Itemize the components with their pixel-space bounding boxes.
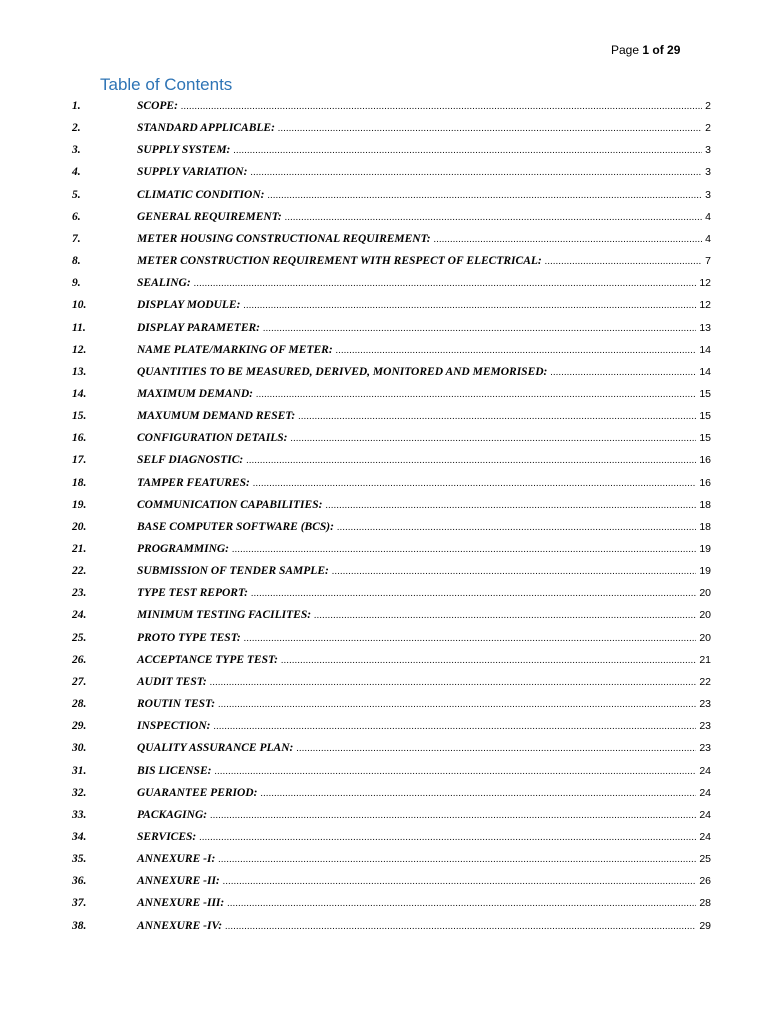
toc-entry-line [137, 828, 711, 846]
toc-entry-label[interactable]: METER HOUSING CONSTRUCTIONAL REQUIREMENT: [137, 232, 431, 245]
toc-entry-number: 34. [72, 830, 87, 843]
toc-entry-line [137, 186, 711, 204]
toc-entry[interactable] [0, 385, 768, 403]
toc-entry-line [137, 208, 711, 226]
toc-entry-line [137, 341, 711, 359]
toc-entry-number: 35. [72, 853, 87, 866]
toc-entry-number: 15. [72, 410, 87, 423]
toc-dot-leader [314, 606, 696, 624]
toc-entry[interactable] [0, 230, 768, 248]
toc-entry-label[interactable]: ANNEXURE -II: [137, 875, 220, 888]
toc-entry[interactable] [0, 872, 768, 890]
toc-entry-label[interactable]: SCOPE: [137, 100, 178, 112]
toc-entry-line [137, 540, 711, 558]
toc-entry[interactable] [0, 828, 768, 846]
toc-entry-line [137, 562, 711, 580]
toc-entry[interactable] [0, 629, 768, 647]
toc-entry-label[interactable]: MAXUMUM DEMAND RESET: [137, 410, 296, 423]
toc-entry-label[interactable]: PROGRAMMING: [137, 543, 230, 555]
toc-entry-label[interactable]: STANDARD APPLICABLE: [137, 122, 275, 135]
toc-entry-number: 5. [72, 188, 81, 201]
toc-entry-label[interactable]: AUDIT TEST: [137, 675, 207, 688]
toc-entry[interactable] [0, 562, 768, 580]
toc-entry-number: 10. [72, 299, 87, 312]
toc-entry-page[interactable]: 15 [699, 410, 711, 423]
toc-entry-number: 37. [72, 897, 87, 910]
toc-entry-page[interactable]: 4 [705, 210, 711, 223]
toc-entry[interactable] [0, 739, 768, 757]
toc-entry-label[interactable]: SUPPLY SYSTEM: [137, 144, 231, 157]
toc-entry-number: 14. [72, 387, 87, 400]
toc-entry-number: 4. [72, 166, 81, 179]
toc-entry-page[interactable]: 26 [699, 875, 711, 888]
toc-entry-line [137, 584, 711, 602]
toc-entry-number: 23. [72, 587, 87, 600]
toc-dot-leader [223, 872, 697, 890]
toc-dot-leader [296, 739, 696, 757]
toc-entry-number: 30. [72, 742, 87, 755]
toc-entry-label[interactable]: MAXIMUM DEMAND: [137, 387, 253, 400]
toc-entry-label[interactable]: SEALING: [137, 277, 191, 290]
toc-entry-line [137, 850, 711, 868]
toc-entry-number: 13. [72, 365, 87, 378]
toc-entry-line [137, 651, 711, 669]
toc-entry-page[interactable]: 3 [705, 144, 711, 157]
toc-entry-number: 26. [72, 653, 87, 666]
toc-entry-line [137, 296, 711, 314]
toc-entry-number: 32. [72, 786, 87, 799]
toc-entry-page[interactable]: 13 [699, 321, 711, 334]
toc-entry-page[interactable]: 3 [705, 188, 711, 201]
toc-entry[interactable] [0, 186, 768, 204]
toc-entry[interactable] [0, 584, 768, 602]
toc-entry-label[interactable]: METER CONSTRUCTION REQUIREMENT WITH RESPECT OF ELECTRICAL: [137, 255, 542, 268]
toc-entry-number: 18. [72, 476, 87, 489]
toc-entry[interactable] [0, 540, 768, 558]
toc-dot-leader [337, 518, 696, 536]
toc-entry-label[interactable]: NAME PLATE/MARKING OF METER: [137, 343, 333, 356]
toc-entry-line [137, 119, 711, 137]
toc-dot-leader [243, 296, 696, 314]
toc-entry[interactable] [0, 717, 768, 735]
toc-entry-number: 17. [72, 454, 87, 467]
toc-entry-label[interactable]: CLIMATIC CONDITION: [137, 188, 265, 201]
toc-entry-line [137, 429, 711, 447]
toc-entry-line [137, 806, 711, 824]
toc-entry-page[interactable]: 18 [699, 498, 711, 511]
toc-entry[interactable] [0, 917, 768, 935]
toc-dot-leader [281, 651, 696, 669]
toc-entry-line [137, 717, 711, 735]
toc-dot-leader [214, 762, 696, 780]
toc-dot-leader [253, 474, 697, 492]
toc-entry-label[interactable]: TAMPER FEATURES: [137, 476, 250, 489]
toc-entry-label[interactable]: DISPLAY MODULE: [137, 299, 241, 312]
toc-entry-label[interactable]: BASE COMPUTER SOFTWARE (BCS): [137, 520, 334, 533]
toc-entry-page[interactable]: 18 [699, 520, 711, 533]
toc-entry[interactable] [0, 119, 768, 137]
toc-entry[interactable] [0, 429, 768, 447]
toc-entry-page[interactable]: 15 [699, 387, 711, 400]
toc-entry-number: 33. [72, 808, 87, 821]
toc-entry-label[interactable]: MINIMUM TESTING FACILITES: [137, 609, 312, 622]
toc-entry-number: 22. [72, 565, 87, 578]
toc-entry-page[interactable]: 12 [699, 277, 711, 290]
toc-entry-number: 2. [72, 122, 81, 135]
toc-dot-leader [250, 163, 702, 181]
toc-entry-label[interactable]: QUANTITIES TO BE MEASURED, DERIVED, MONITORED AND MEMORISED: [137, 365, 548, 378]
toc-entry-line [137, 606, 711, 624]
toc-entry-label[interactable]: PACKAGING: [137, 808, 208, 821]
toc-entry-page[interactable]: 21 [699, 653, 711, 666]
toc-entry-page[interactable]: 23 [699, 742, 711, 755]
toc-entry-label[interactable]: QUALITY ASSURANCE PLAN: [137, 742, 294, 755]
toc-entry-page[interactable]: 15 [699, 432, 711, 445]
toc-entry-label[interactable]: BIS LICENSE: [137, 764, 212, 777]
toc-entry-page[interactable]: 16 [699, 454, 711, 467]
toc-entry[interactable] [0, 673, 768, 691]
toc-dot-leader [227, 894, 696, 912]
toc-entry-number: 8. [72, 255, 81, 268]
toc-entry-label[interactable]: TYPE TEST REPORT: [137, 587, 248, 600]
toc-entry[interactable] [0, 474, 768, 492]
page-number-total: 29 [667, 43, 681, 57]
toc-entry-label[interactable]: CONFIGURATION DETAILS: [137, 432, 288, 445]
toc-entry-line [137, 385, 711, 403]
toc-entry[interactable] [0, 496, 768, 514]
toc-entry-page[interactable]: 3 [705, 166, 711, 179]
toc-entry-line [137, 496, 711, 514]
toc-entry[interactable] [0, 894, 768, 912]
toc-entry-page[interactable]: 20 [699, 587, 711, 600]
toc-entry-number: 16. [72, 432, 87, 445]
toc-entry-line [137, 319, 711, 337]
toc-entry-number: 12. [72, 343, 87, 356]
toc-entry-page[interactable]: 22 [699, 675, 711, 688]
toc-dot-leader [199, 828, 696, 846]
toc-dot-leader [278, 119, 702, 137]
toc-entry-line [137, 872, 711, 890]
toc-entry-page[interactable]: 24 [699, 786, 711, 799]
toc-dot-leader [285, 208, 702, 226]
toc-dot-leader [256, 385, 696, 403]
toc-entry-line [137, 474, 711, 492]
toc-entry-label[interactable]: SUBMISSION OF TENDER SAMPLE: [137, 565, 329, 578]
toc-entry-line [137, 141, 711, 159]
toc-dot-leader [260, 784, 696, 802]
toc-entry-line [137, 274, 711, 292]
toc-entry-line [137, 917, 711, 935]
toc-dot-leader [218, 695, 696, 713]
toc-dot-leader [251, 584, 696, 602]
toc-entry-page[interactable]: 14 [699, 365, 711, 378]
toc-dot-leader [225, 917, 696, 935]
toc-entry-page[interactable]: 23 [699, 720, 711, 733]
toc-dot-leader [325, 496, 696, 514]
toc-entry-page[interactable]: 20 [699, 609, 711, 622]
toc-entry-page[interactable]: 7 [705, 255, 711, 268]
toc-entry[interactable] [0, 407, 768, 425]
toc-entry-number: 3. [72, 144, 81, 157]
toc-entry[interactable] [0, 762, 768, 780]
toc-entry-label[interactable]: SUPPLY VARIATION: [137, 166, 248, 179]
toc-entry-page[interactable]: 4 [705, 232, 711, 245]
toc-entry-line [137, 407, 711, 425]
toc-dot-leader [218, 850, 696, 868]
toc-entry-number: 24. [72, 609, 87, 622]
toc-entry-page[interactable]: 20 [699, 631, 711, 644]
toc-entry-page[interactable]: 29 [699, 919, 711, 932]
toc-entry-label[interactable]: INSPECTION: [137, 720, 211, 733]
toc-dot-leader [194, 274, 697, 292]
toc-entry-line [137, 629, 711, 647]
toc-dot-leader [545, 252, 702, 270]
toc-entry-number: 9. [72, 277, 81, 290]
toc-entry-label[interactable]: COMMUNICATION CAPABILITIES: [137, 498, 323, 511]
toc-dot-leader [181, 97, 702, 115]
toc-entry-label[interactable]: PROTO TYPE TEST: [137, 631, 241, 644]
toc-entry-line [137, 739, 711, 757]
toc-entry-number: 38. [72, 919, 87, 932]
toc-dot-leader [267, 186, 702, 204]
toc-entry-number: 19. [72, 498, 87, 511]
toc-entry-page[interactable]: 24 [699, 830, 711, 843]
toc-entry-line [137, 695, 711, 713]
toc-entry-number: 29. [72, 720, 87, 733]
toc-entry[interactable] [0, 850, 768, 868]
toc-entry[interactable] [0, 606, 768, 624]
toc-entry-line [137, 97, 711, 115]
toc-entry-page[interactable]: 16 [699, 476, 711, 489]
toc-entry-number: 27. [72, 675, 87, 688]
toc-entry-label[interactable]: ROUTIN TEST: [137, 698, 216, 711]
toc-entry-number: 20. [72, 520, 87, 533]
toc-entry[interactable] [0, 806, 768, 824]
toc-dot-leader [244, 629, 697, 647]
toc-dot-leader [232, 540, 696, 558]
toc-entry-page[interactable]: 12 [699, 299, 711, 312]
toc-entry-label[interactable]: ANNEXURE -III: [137, 897, 225, 910]
toc-entry-line [137, 252, 711, 270]
toc-entry-label[interactable]: ACCEPTANCE TYPE TEST: [137, 653, 278, 666]
toc-entry-page[interactable]: 24 [699, 764, 711, 777]
toc-entry[interactable] [0, 208, 768, 226]
toc-entry-label[interactable]: GUARANTEE PERIOD: [137, 786, 258, 799]
toc-entry[interactable] [0, 163, 768, 181]
toc-dot-leader [210, 806, 696, 824]
toc-entry-number: 28. [72, 698, 87, 711]
page-number-current: 1 [642, 43, 650, 57]
toc-entry-page[interactable]: 24 [699, 808, 711, 821]
toc-entry[interactable] [0, 695, 768, 713]
toc-entry-page[interactable]: 19 [699, 543, 711, 555]
toc-entry[interactable] [0, 341, 768, 359]
toc-dot-leader [210, 673, 697, 691]
toc-entry-line [137, 762, 711, 780]
toc-entry-line [137, 673, 711, 691]
page-number-prefix: Page [611, 43, 643, 57]
toc-entry-page[interactable]: 19 [699, 565, 711, 578]
toc-entry-number: 11. [72, 321, 86, 334]
toc-entry-line [137, 894, 711, 912]
toc-entry[interactable] [0, 651, 768, 669]
toc-dot-leader [332, 562, 696, 580]
toc-entry-page[interactable]: 28 [699, 897, 711, 910]
toc-entry-line [137, 451, 711, 469]
toc-entry-line [137, 784, 711, 802]
toc-dot-leader [336, 341, 697, 359]
toc-entry-label[interactable]: ANNEXURE -IV: [137, 919, 223, 932]
toc-entry[interactable] [0, 363, 768, 381]
toc-dot-leader [263, 319, 696, 337]
toc-entry[interactable] [0, 252, 768, 270]
toc-dot-leader [434, 230, 703, 248]
toc-entry-number: 7. [72, 232, 81, 245]
toc-entry-page[interactable]: 2 [705, 100, 711, 112]
toc-entry[interactable] [0, 97, 768, 115]
toc-entry[interactable] [0, 319, 768, 337]
toc-entry-label[interactable]: GENERAL REQUIREMENT: [137, 210, 282, 223]
toc-entry[interactable] [0, 296, 768, 314]
toc-title: Table of Contents [100, 75, 233, 94]
toc-entry-label[interactable]: SERVICES: [137, 830, 197, 843]
toc-dot-leader [550, 363, 696, 381]
toc-dot-leader [298, 407, 696, 425]
toc-entry-label[interactable]: DISPLAY PARAMETER: [137, 321, 261, 334]
page-number-of: of [649, 43, 668, 57]
toc-entry[interactable] [0, 451, 768, 469]
toc-entry-page[interactable]: 14 [699, 343, 711, 356]
toc-entry-page[interactable]: 25 [699, 853, 711, 866]
toc-entry-label[interactable]: SELF DIAGNOSTIC: [137, 454, 244, 467]
toc-entry-page[interactable]: 2 [705, 122, 711, 135]
toc-entry-number: 6. [72, 210, 81, 223]
toc-dot-leader [233, 141, 702, 159]
toc-entry-number: 36. [72, 875, 87, 888]
toc-entry-line [137, 363, 711, 381]
toc-entry-number: 25. [72, 631, 87, 644]
toc-entry[interactable] [0, 141, 768, 159]
toc-entry[interactable] [0, 274, 768, 292]
toc-entry-page[interactable]: 23 [699, 698, 711, 711]
toc-entry-line [137, 230, 711, 248]
toc-entry-number: 21. [72, 543, 87, 555]
toc-entry-line [137, 518, 711, 536]
toc-dot-leader [246, 451, 696, 469]
toc-entry-line [137, 163, 711, 181]
toc-entry-number: 1. [72, 100, 81, 112]
toc-entry-number: 31. [72, 764, 87, 777]
toc-entry-label[interactable]: ANNEXURE -I: [137, 853, 216, 866]
toc-dot-leader [213, 717, 696, 735]
toc-entry[interactable] [0, 518, 768, 536]
toc-entry[interactable] [0, 784, 768, 802]
toc-dot-leader [291, 429, 697, 447]
page-number [611, 43, 680, 57]
